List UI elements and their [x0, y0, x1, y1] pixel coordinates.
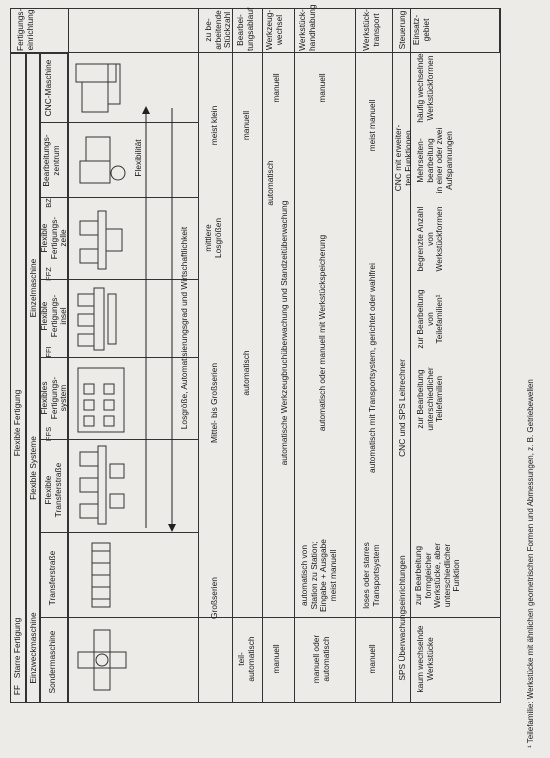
machine-cnc-name: CNC-Maschine — [43, 59, 53, 117]
steuerung-sps: CNC und SPS Leitrechner — [397, 359, 407, 457]
wzw-ueberwachung: automatische Werkzeugbruchüberwachung und Standzeitüberwachung — [279, 200, 289, 466]
wzw-automatisch: automatisch — [265, 160, 275, 206]
row-label-transport: Werkstück- transport — [361, 9, 381, 51]
einsatz-familien1: zur Bearbeitung von Teilefamilien¹ — [415, 289, 445, 349]
stueckzahl-mittel: mittlere Losgrößen — [203, 217, 223, 259]
einzweckmaschine-label: Einzweckmaschine — [28, 612, 38, 684]
flexible-systeme-label: Flexible Systeme — [28, 436, 38, 500]
machine-ffz-name: Flexible Fertigungs- zelle — [39, 216, 69, 260]
machine-bz-name: Bearbeitungs- zentrum — [41, 134, 61, 187]
einsatz-kaum: kaum wechselnde Werkstücke — [415, 625, 435, 693]
row-label-steuerung: Steuerung — [397, 10, 407, 50]
transport-automatisch: automatisch mit Transportsystem, gerichtet oder wahlfrei — [367, 263, 377, 473]
einsatz-mehrseitig: Mehrseiten- bearbeitung in einer oder zwei Aufspannungen — [415, 127, 454, 194]
ablauf-automatisch: automatisch — [241, 350, 251, 396]
ablauf-manuell: manuell — [241, 110, 251, 141]
wzw-manuell: manuell — [271, 73, 281, 103]
row-label-ablauf: Bearbei- tungsablauf — [235, 7, 255, 51]
starre-fertigung-label: Starre Fertigung — [12, 617, 22, 679]
row-label-stueckzahl: zu be- arbeitende Stückzahl — [203, 10, 233, 50]
steuerung-cnc: CNC mit erweiter- ten Funktionen — [393, 124, 413, 192]
transport-manuell-right: manuell — [367, 644, 377, 674]
flex-transfer-illustration — [72, 442, 132, 528]
handhabung-manuell: manuell — [317, 73, 327, 103]
machine-ffs-name: Flexibles Fertigungs- system — [39, 376, 69, 420]
handhabung-automatisch: automatisch oder manuell mit Werkstückspeicherung — [317, 234, 327, 432]
lot-size-arrow-label: Losgröße, Automatisierungsgrad und Wirtschaftlichkeit — [179, 226, 189, 430]
einsatz-formgleich: zur Bearbeitung formgleicher Werkstücke, aber unterschiedlicher Funktion — [413, 543, 462, 609]
ablauf-teilautomatisch: teil- automatisch — [236, 636, 256, 682]
ffs-illustration — [72, 362, 132, 436]
stueckzahl-klein: meist klein — [209, 105, 219, 146]
transport-lose: loses oder starres Transportsystem — [361, 542, 381, 609]
footnote: ¹ Teilefamilie: Werkstücke mit ähnlichen geometrischen Formen und Abmessungen, z. B. Getriebewellen — [526, 379, 535, 748]
ff-label: FF — [12, 684, 22, 696]
handhabung-station: automatisch von Station zu Station; Eingabe + Ausgabe meist manuell — [299, 539, 338, 612]
sonder-illustration — [72, 622, 132, 698]
machine-ffz-abbr: FFZ — [44, 267, 53, 281]
stueckzahl-gross: Großserien — [209, 577, 219, 619]
machine-bz-abbr: BZ — [44, 198, 53, 208]
stueckzahl-mittel-gross: Mittel- bis Großserien — [209, 362, 219, 444]
row-label-werkzeugwechsel: Werkzeug- wechsel — [264, 9, 284, 51]
handhabung-manuell-auto: manuell oder automatisch — [311, 634, 331, 684]
row-label-einsatzgebiet: Einsatz- gebiet — [411, 14, 431, 46]
einsatz-haeufig: häufig wechselnde Werkstückformen — [415, 53, 435, 123]
steuerung-sps-ueberwachung: SPS Überwachungseinrichtungen — [397, 555, 407, 681]
machine-flex-transfer-name: Flexible Transferstraße — [43, 462, 63, 518]
row-label-fertigungseinrichtung: Fertigungs- einrichtung — [15, 8, 35, 51]
flexible-fertigung-label: Flexible Fertigung — [12, 389, 22, 457]
machine-ffi-abbr: FFI — [44, 346, 53, 358]
transport-manuell: meist manuell — [367, 99, 377, 152]
einsatz-familien2: zur Bearbeitung unterschiedlicher Teilefamilien — [415, 367, 445, 431]
bz-illustration — [72, 127, 132, 193]
row-label-handhabung: Werkstück- handhabung — [297, 4, 317, 51]
einsatz-begrenzt: begrenzte Anzahl von Werkstückformen — [415, 206, 445, 272]
flexibility-arrow-label: Flexibilität — [133, 139, 143, 177]
machine-ffi-name: Flexible Fertigungs- insel — [39, 294, 69, 338]
einzelmaschine-label: Einzelmaschine — [28, 258, 38, 318]
ffi-illustration — [72, 282, 132, 354]
arrow-band — [140, 98, 180, 538]
transfer-illustration — [72, 537, 132, 613]
cnc-machine-illustration — [72, 56, 132, 118]
machine-ffs-abbr: FFS — [44, 426, 53, 442]
ffz-illustration — [72, 205, 132, 275]
wzw-manuell-right: manuell — [271, 644, 281, 674]
machine-transfer-name: Transferstraße — [47, 550, 57, 606]
machine-sonder-name: Sondermaschine — [47, 630, 57, 694]
